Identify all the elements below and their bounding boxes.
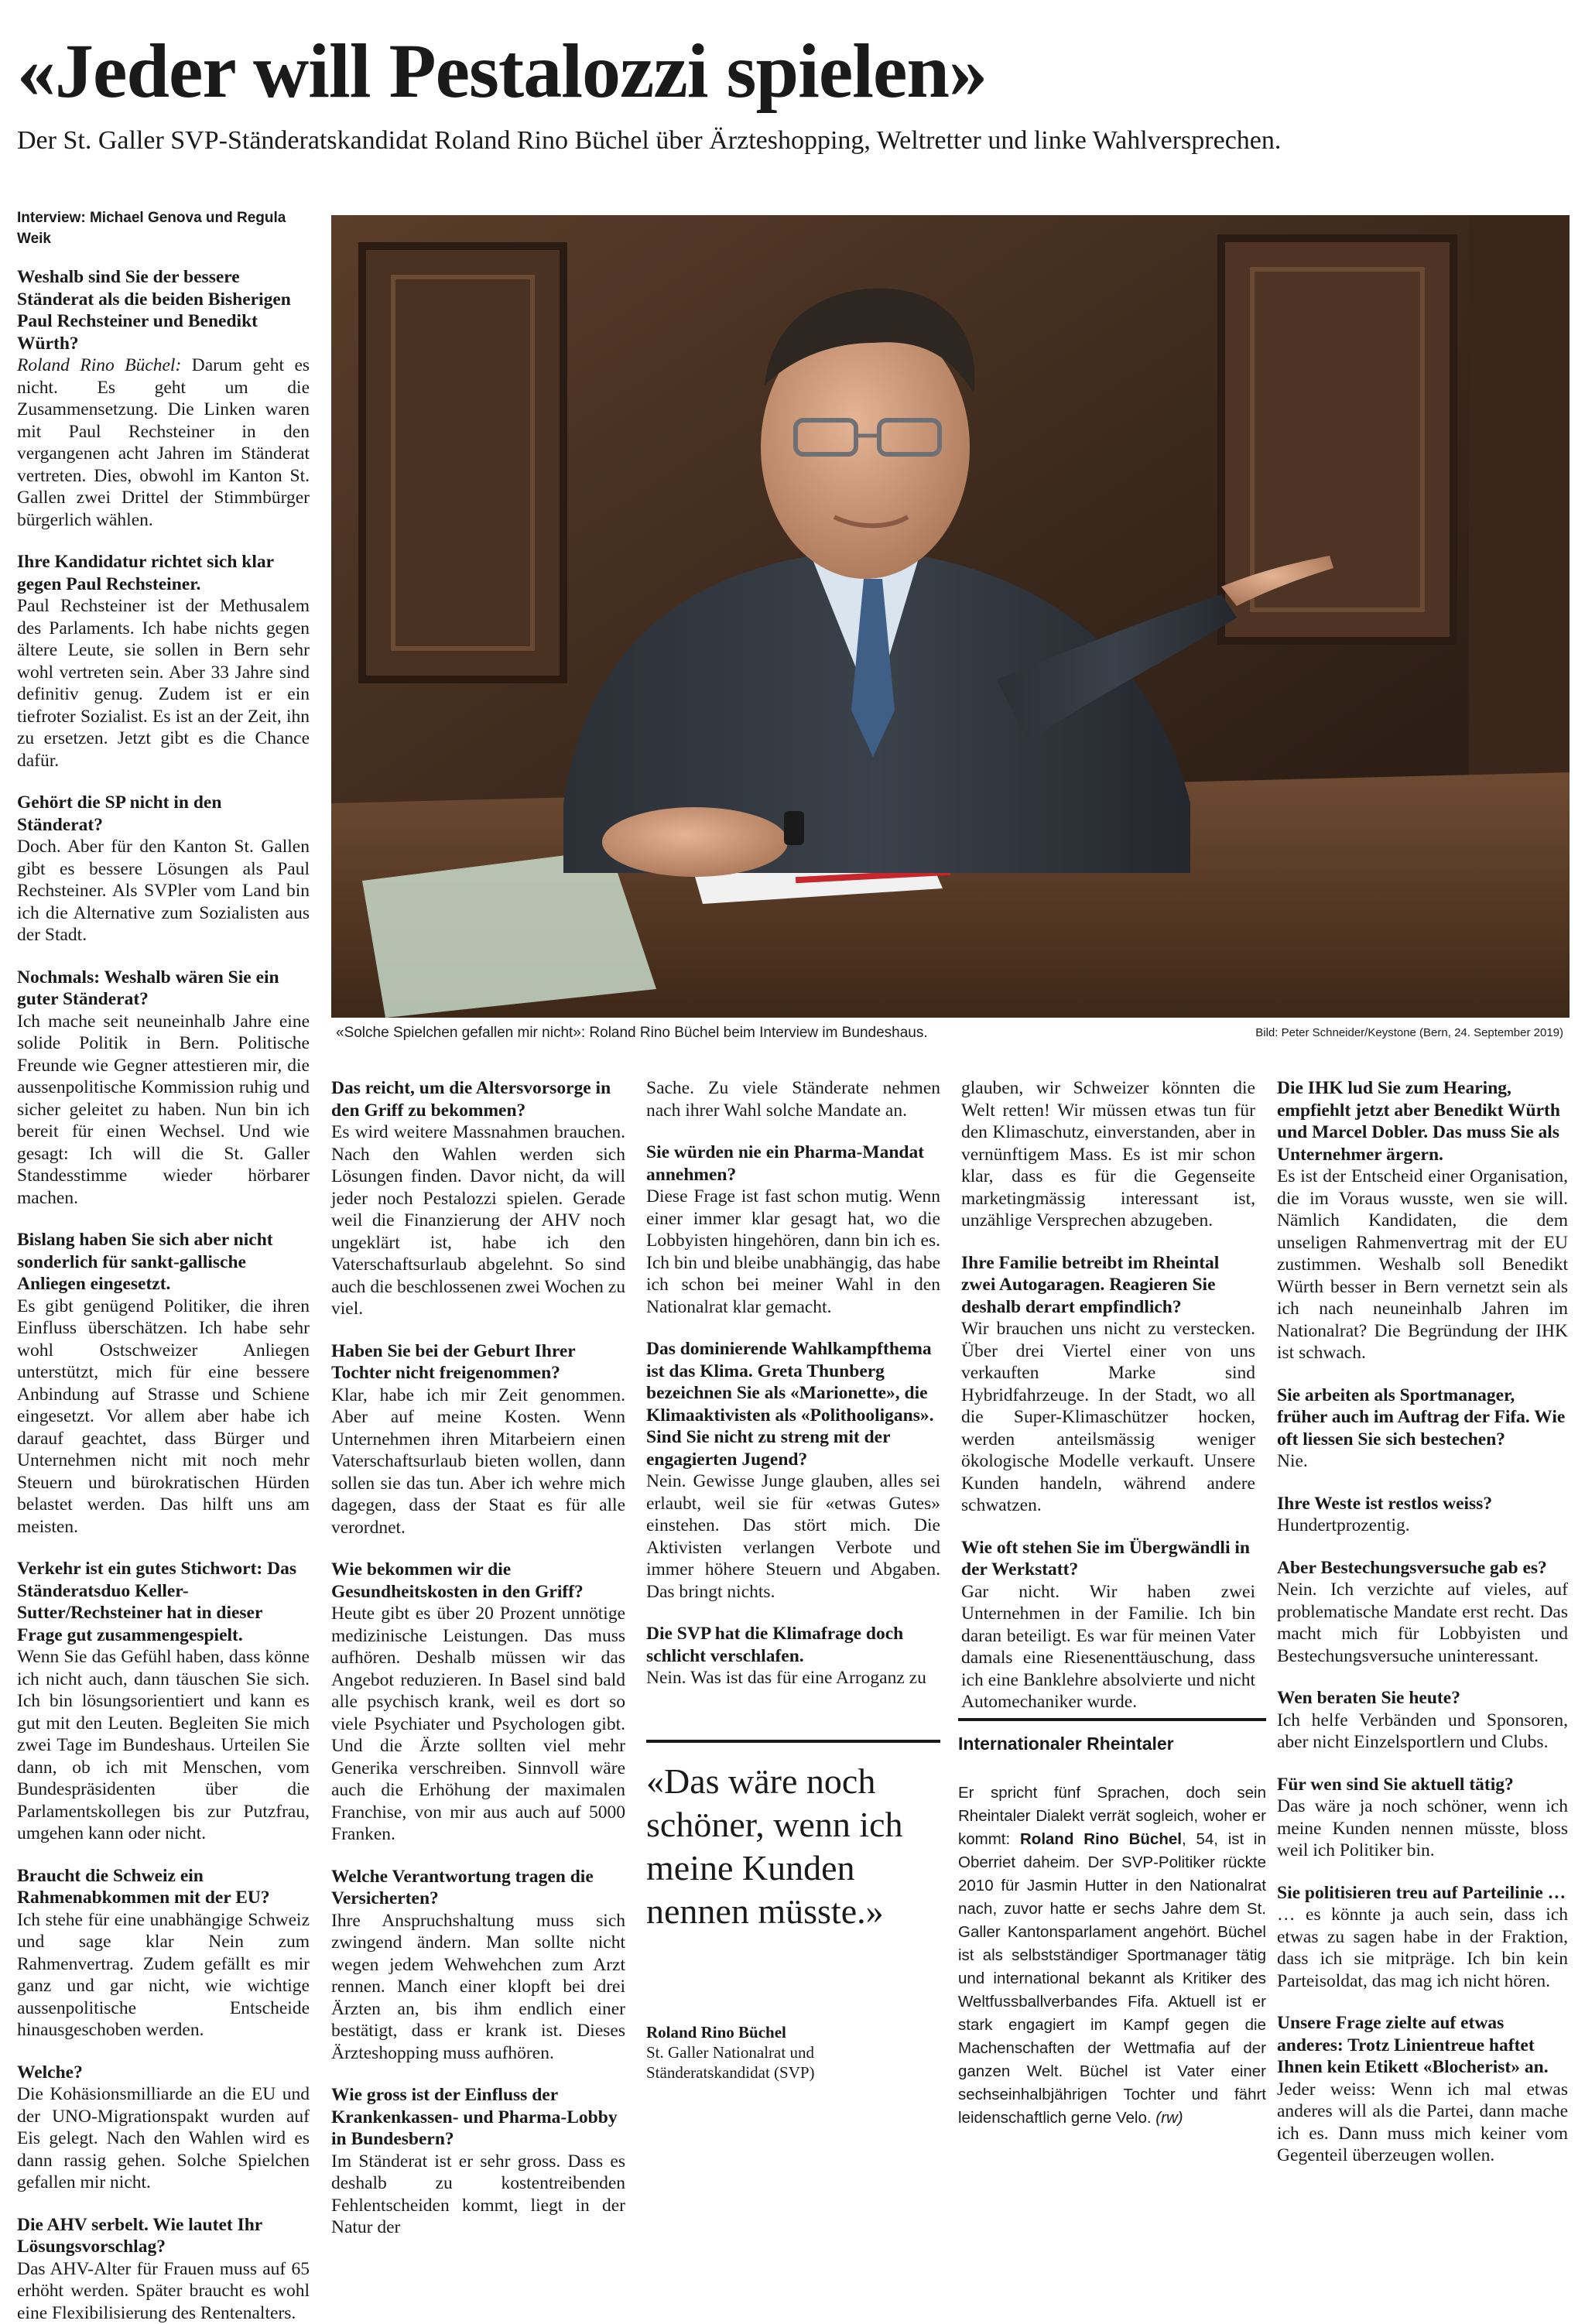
answer: Das AHV-Alter für Frauen muss auf 65 erhöht werden. Später braucht es wohl eine Flexibilisierung des Rentenalters.: [17, 2258, 310, 2324]
answer: … es könnte ja auch sein, dass ich etwas zu sagen habe in der Fraktion, dass ich sie mitpräge. Ich bin kein Parteisoldat, das mag ich nicht hören.: [1277, 1904, 1568, 1992]
info-box-title: Internationaler Rheintaler: [958, 1732, 1266, 1755]
question: Braucht die Schweiz ein Rahmenabkommen mit der EU?: [17, 1865, 310, 1909]
info-box-signature: (rw): [1155, 2109, 1183, 2127]
question: Die SVP hat die Klimafrage doch schlicht verschlafen.: [646, 1623, 940, 1667]
question: Gehört die SP nicht in den Ständerat?: [17, 792, 310, 836]
portrait-photo: [331, 215, 1570, 1018]
question: Ihre Weste ist restlos weiss?: [1277, 1493, 1568, 1515]
question: Welche?: [17, 2062, 310, 2084]
info-box-text: , 54, ist in Oberriet daheim. Der SVP-Politiker rückte 2010 für Jasmin Hutter in den Nationalrat nach, zuvor hatte er sechs Jahre dem St. Galler Kantonsparlament angehört. Büchel ist als selbstständiger Sportmanager tätig und international bekannt als Kritiker des Weltfussballverbandes Fifa. Aktuell ist er stark engagiert im Kampf gegen die Machenschaften der Wettmafia auf der ganzen Welt. Büchel ist Vater einer sechseinhalbjährigen Tochter und fährt leidenschaftlich gerne Velo.: [958, 1830, 1266, 2127]
question: Sie arbeiten als Sportmanager, früher auch im Auftrag der Fifa. Wie oft liessen Sie sich bestechen?: [1277, 1384, 1568, 1451]
answer: Paul Rechsteiner ist der Methusalem des Parlaments. Ich habe nichts gegen ältere Leute, sie sollen in Bern sehr wohl vertreten sein. Aber 33 Jahre sind definitiv genug. Zudem ist er ein tiefroter Sozialist. Es ist an der Zeit, ihn zu ersetzen. Jetzt gibt es die Chance dafür.: [17, 595, 310, 772]
portrait-photo-illustration: [331, 215, 1570, 1018]
article-column-2: [331, 1077, 625, 2239]
pull-quote-text: «Das wäre noch schöner, wenn ich meine Kunden nennen müsste.»: [646, 1760, 940, 1933]
question: Welche Verantwortung tragen die Versicherten?: [331, 1866, 625, 1910]
article-column-1: [17, 207, 310, 2324]
answer: Doch. Aber für den Kanton St. Gallen gibt es bessere Lösungen als Paul Rechsteiner. Als SVPler vom Land bin ich die Alternative zum Sozialisten aus der Stadt.: [17, 836, 310, 946]
question: Wie oft stehen Sie im Übergwändli in der Werkstatt?: [961, 1537, 1255, 1581]
answer: Nein. Gewisse Junge glauben, alles sei erlaubt, weil sie für «etwas Gutes» einstehen. Das stört mich. Die Aktivisten verlangen Verbote und immer höhere Steuern und Abgaben. Das bringt nichts.: [646, 1470, 940, 1603]
pull-quote: [646, 1740, 940, 1933]
subheadline: Der St. Galler SVP-Ständeratskandidat Roland Rino Büchel über Ärzteshopping, Weltretter und linke Wahlversprechen.: [17, 125, 1565, 157]
headline: «Jeder will Pestalozzi spielen»: [17, 33, 1565, 110]
answer: Wir brauchen uns nicht zu verstecken. Über drei Viertel einer von uns verkauften Marke sind Hybridfahrzeuge. In der Stadt, wo all die Super-Klimaschützer hocken, werden anteilsmässig weniger ökologische Modelle verkauft. Unsere Kunden handeln, während andere schwatzen.: [961, 1318, 1255, 1517]
answer-text: Darum geht es nicht. Es geht um die Zusammensetzung. Die Linken waren mit Paul Rechsteiner in den vergangenen acht Jahren im Ständerat vertreten. Dies, obwohl im Kanton St. Gallen zwei Drittel der Stimmbürger bürgerlich wählen.: [17, 355, 310, 530]
info-box-rule: [958, 1718, 1266, 1721]
answer: Ich stehe für eine unabhängige Schweiz und sage klar Nein zum Rahmenvertrag. Zudem gefällt es mir ganz und gar nicht, wie wichtige aussenpolitische Entscheide hinausgeschoben werden.: [17, 1909, 310, 2042]
question: Haben Sie bei der Geburt Ihrer Tochter nicht freigenommen?: [331, 1340, 625, 1384]
answer: Hundertprozentig.: [1277, 1515, 1568, 1537]
question: Bislang haben Sie sich aber nicht sonderlich für sankt-gallische Anliegen eingesetzt.: [17, 1229, 310, 1295]
pull-quote-name: Roland Rino Büchel: [646, 2022, 940, 2042]
answer: Diese Frage ist fast schon mutig. Wenn einer immer klar gesagt hat, wo die Lobbyisten hingehören, dann bin ich es. Ich bin und bleibe unabhängig, das habe ich schon bei meiner Wahl in den Nationalrat klar gemacht.: [646, 1186, 940, 1318]
question: Die IHK lud Sie zum Hearing, empfiehlt jetzt aber Benedikt Würth und Marcel Dobler. Das muss Sie als Unternehmer ärgern.: [1277, 1077, 1568, 1165]
question: Wen beraten Sie heute?: [1277, 1687, 1568, 1710]
question: Die AHV serbelt. Wie lautet Ihr Lösungsvorschlag?: [17, 2214, 310, 2258]
answer-continuation: Sache. Zu viele Ständerate nehmen nach ihrer Wahl solche Mandate an.: [646, 1077, 940, 1121]
info-box-body: [958, 1782, 1266, 2130]
question: Nochmals: Weshalb wären Sie ein guter Ständerat?: [17, 967, 310, 1011]
answer: [17, 354, 310, 531]
answer: Im Ständerat ist er sehr gross. Dass es deshalb zu kostentreibenden Fehlentscheiden kommt, liegt in der Natur der: [331, 2151, 625, 2239]
answer: Ihre Anspruchshaltung muss sich zwingend ändern. Man sollte nicht wegen jedem Wehwehchen zum Arzt rennen. Manch einer klopft bei drei Ärzten an, bis ihm endlich einer bestätigt, dass er krank ist. Dieses Ärzteshopping muss aufhören.: [331, 1910, 625, 2065]
answer: Das wäre ja noch schöner, wenn ich meine Kunden nennen müsste, bloss weil ich Politiker bin.: [1277, 1795, 1568, 1862]
question: Sie politisieren treu auf Parteilinie …: [1277, 1882, 1568, 1905]
question: Das reicht, um die Altersvorsorge in den Griff zu bekommen?: [331, 1077, 625, 1121]
question: Wie gross ist der Einfluss der Krankenkassen- und Pharma-Lobby in Bundesbern?: [331, 2084, 625, 2151]
speaker-label: Roland Rino Büchel:: [17, 355, 181, 375]
answer: Es wird weitere Massnahmen brauchen. Nach den Wahlen werden sich Lösungen finden. Davor nicht, da will jeder noch Pestalozzi spielen. Gerade weil die Finanzierung der AHV noch ungeklärt ist, habe ich den Vaterschaftsurlaub abgelehnt. So sind auch die beschlossenen zwei Wochen zu viel.: [331, 1121, 625, 1320]
answer: Klar, habe ich mir Zeit genommen. Aber auf meine Kosten. Wenn Unternehmen ihren Mitarbeiern einen Vaterschaftsurlaub bieten wollen, dann sollen sie das tun. Aber ich wehre mich dagegen, dass der Staat es für alle verordnet.: [331, 1384, 625, 1539]
article-column-4: [961, 1077, 1255, 1713]
answer: Nie.: [1277, 1450, 1568, 1473]
question: Aber Bestechungsversuche gab es?: [1277, 1557, 1568, 1580]
question: Wie bekommen wir die Gesundheitskosten in den Griff?: [331, 1559, 625, 1603]
answer: Nein. Was ist das für eine Arroganz zu: [646, 1667, 940, 1689]
photo-caption-bar: [331, 1022, 1570, 1044]
answer: Heute gibt es über 20 Prozent unnötige medizinische Leistungen. Das muss aufhören. Deshalb müssen wir das Angebot reduzieren. In Basel sind bald alle psychisch krank, weil es dort so viele Psychiater und Psychologen gibt. Und die Ärzte sollten viel mehr Generika verschreiben. Sinnvoll wäre auch die Erhöhung der maximalen Franchise, von mir aus auch auf 5000 Franken.: [331, 1603, 625, 1846]
answer: Jeder weiss: Wenn ich mal etwas anderes will als die Partei, dann mache ich es. Dann muss mich keiner vom Gegenteil überzeugen wollen.: [1277, 2079, 1568, 2167]
photo-credit: Bild: Peter Schneider/Keystone (Bern, 24. September 2019): [1255, 1022, 1563, 1044]
info-box: [958, 1718, 1266, 2130]
answer: Ich mache seit neuneinhalb Jahre eine solide Politik in Bern. Politische Freunde wie Gegner attestieren mir, die aussenpolitische Kommission ruhig und sicher geleitet zu haben. Nun bin ich bereit für einen Wechsel. Und wie gesagt: Ich will die St. Galler Standesstimme wieder hörbarer machen.: [17, 1011, 310, 1210]
question: Weshalb sind Sie der bessere Ständerat als die beiden Bisherigen Paul Rechsteiner und Benedikt Würth?: [17, 266, 310, 354]
question: Verkehr ist ein gutes Stichwort: Das Ständeratsduo Keller-Sutter/Rechsteiner hat in dieser Frage gut zusammengespielt.: [17, 1558, 310, 1646]
question: Sie würden nie ein Pharma-Mandat annehmen?: [646, 1141, 940, 1186]
answer: Wenn Sie das Gefühl haben, dass könne ich nicht auch, dann täuschen Sie sich. Ich bin lösungsorientiert und kann es gut mit den Leuten. Begleiten Sie mich zwei Tage im Bundeshaus. Urteilen Sie dann, ob ich mit Menschen, vom Bundespräsidenten über die Parlamentskollegen bis zur Putzfrau, umgehen kann oder nicht.: [17, 1646, 310, 1845]
question: Das dominierende Wahlkampfthema ist das Klima. Greta Thunberg bezeichnen Sie als «Marionette», die Klimaaktivisten als «Polithooligans». Sind Sie nicht zu streng mit der engagierten Jugend?: [646, 1338, 940, 1470]
info-box-text: Er spricht fünf Sprachen, doch sein Rheintaler Dialekt verrät sogleich, woher er kommt:: [958, 1784, 1266, 1848]
byline: Interview: Michael Genova und Regula Weik: [17, 207, 310, 249]
answer: Die Kohäsionsmilliarde an die EU und der UNO-Migrationspakt wurden auf Eis gelegt. Nach den Wahlen wird es dann rassig gehen. Solche Spielchen gefallen mir nicht.: [17, 2083, 310, 2194]
photo-caption: «Solche Spielchen gefallen mir nicht»: Roland Rino Büchel beim Interview im Bundeshaus.: [336, 1022, 928, 1044]
question: Für wen sind Sie aktuell tätig?: [1277, 1774, 1568, 1796]
pull-quote-role: St. Galler Nationalrat und Ständeratskandidat (SVP): [646, 2042, 940, 2083]
article-column-5: [1277, 1077, 1568, 2167]
question: Ihre Kandidatur richtet sich klar gegen Paul Rechsteiner.: [17, 551, 310, 595]
answer: Es ist der Entscheid einer Organisation, die im Voraus wusste, wen sie will. Nämlich Kandidaten, die dem unseligen Rahmenvertrag mit der EU zustimmen. Weshalb soll Benedikt Würth besser in Bern vernetzt sein als ich nach neuneinhalb Jahren im Nationalrat? Die Begründung der IHK ist schwach.: [1277, 1165, 1568, 1364]
pull-quote-attribution: [646, 2022, 940, 2083]
answer: Gar nicht. Wir haben zwei Unternehmen in der Familie. Ich bin daran beteiligt. Es war für meinen Vater damals eine Riesenenttäuschung, dass ich eine Banklehre absolvierte und nicht Automechaniker wurde.: [961, 1581, 1255, 1713]
answer: Es gibt genügend Politiker, die ihren Einfluss überschätzen. Ich habe sehr wohl Ostschweizer Anliegen unterstützt, mich für eine bessere Anbindung auf Strasse und Schiene eingesetzt. Vor allem aber habe ich darauf geachtet, dass Bürger und Unternehmen nicht mit noch mehr Steuern und bürokratischen Hürden belastet werden. Das hilft uns am meisten.: [17, 1295, 310, 1538]
question: Ihre Familie betreibt im Rheintal zwei Autogaragen. Reagieren Sie deshalb derart empfindlich?: [961, 1252, 1255, 1319]
answer-continuation: glauben, wir Schweizer könnten die Welt retten! Wir müssen etwas tun für den Klimaschutz, einverstanden, aber in vernünftigem Mass. Es ist mir schon klar, dass es für die Gegenseite marketingmässig interessant ist, unzählige Versprechen abzugeben.: [961, 1077, 1255, 1232]
info-box-name: Roland Rino Büchel: [1020, 1830, 1182, 1848]
question: Unsere Frage zielte auf etwas anderes: Trotz Linientreue haftet Ihnen kein Etikett «Blocherist» an.: [1277, 2012, 1568, 2079]
answer: Nein. Ich verzichte auf vieles, auf problematische Mandate erst recht. Das macht mich für Lobbyisten und Bestechungsversuche uninteressant.: [1277, 1579, 1568, 1667]
answer: Ich helfe Verbänden und Sponsoren, aber nicht Einzelsportlern und Clubs.: [1277, 1710, 1568, 1754]
article-column-3: [646, 1077, 940, 1689]
